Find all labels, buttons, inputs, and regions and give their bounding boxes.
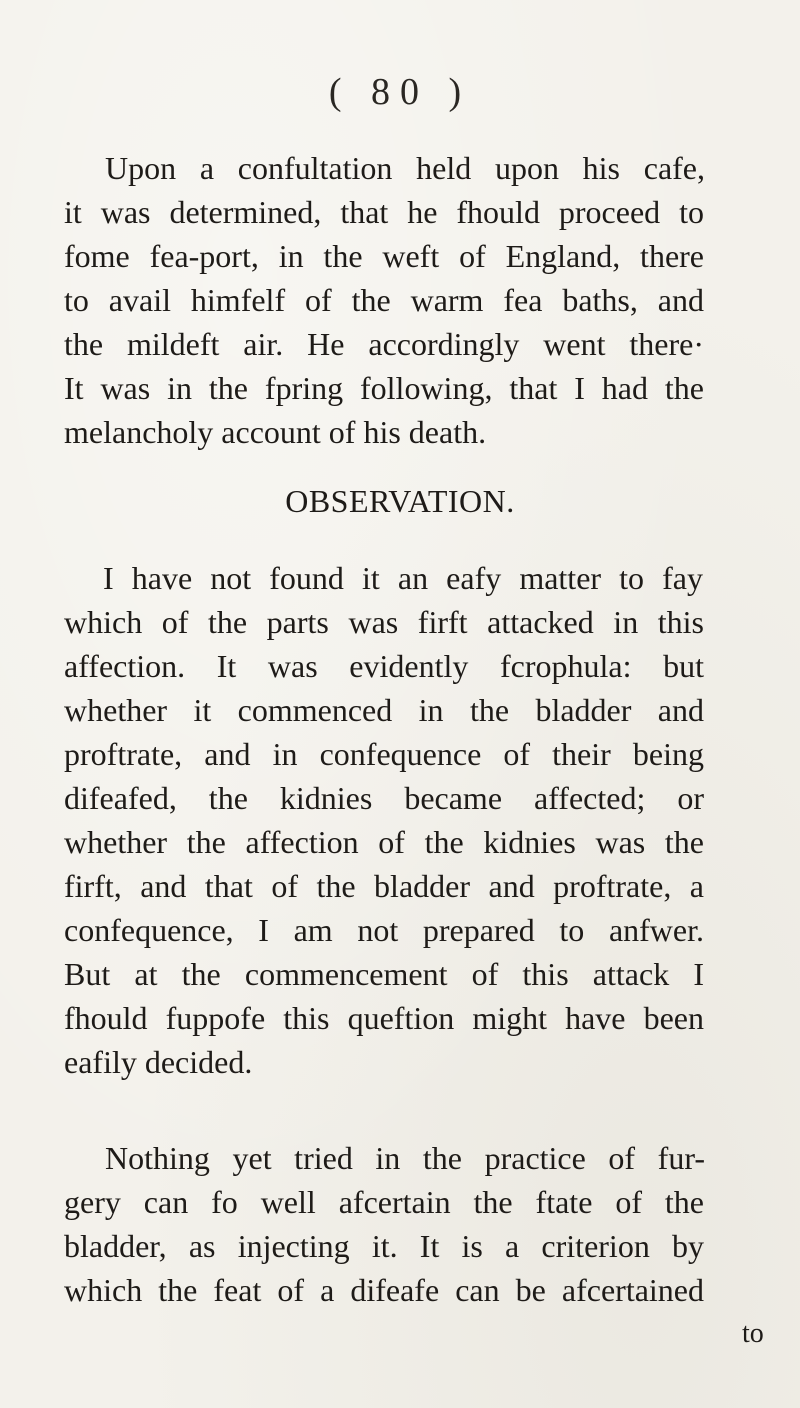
text-line: proftrate, and in confequence of their being [64, 736, 704, 772]
text-line: the mildeft air. He accordingly went there· [64, 326, 704, 362]
page-number: ( 80 ) [328, 71, 472, 113]
text-line: which the feat of a difeafe can be afcertained [64, 1272, 704, 1308]
text-line: firft, and that of the bladder and proftrate, a [64, 868, 704, 904]
text-line: gery can fo well afcertain the ftate of the [64, 1184, 704, 1220]
text-line: eafily decided. [64, 1044, 253, 1080]
text-line: confequence, I am not prepared to anfwer. [64, 912, 704, 948]
text-line: whether the affection of the kidnies was the [64, 824, 704, 860]
text-line: whether it commenced in the bladder and [64, 692, 704, 728]
text-line: fome fea-port, in the weft of England, there [64, 238, 704, 274]
text-line: But at the commencement of this attack I [64, 956, 704, 992]
text-line: which of the parts was firft attacked in this [64, 604, 704, 640]
text-line: It was in the fpring following, that I had the [64, 370, 704, 406]
text-line: difeafed, the kidnies became affected; or [64, 780, 704, 816]
text-line: bladder, as injecting it. It is a criterion by [64, 1228, 704, 1264]
text-line: affection. It was evidently fcrophula: but [64, 648, 704, 684]
text-line: melancholy account of his death. [64, 414, 487, 450]
catchword: to [742, 1318, 764, 1349]
text-line: to avail himfelf of the warm fea baths, and [64, 282, 704, 318]
text-line: fhould fuppofe this queftion might have been [64, 1000, 704, 1036]
text-line: I have not found it an eafy matter to fay [103, 560, 703, 596]
text-line: it was determined, that he fhould proceed to [64, 194, 704, 230]
text-line: Upon a confultation held upon his cafe, [105, 150, 705, 186]
section-heading: OBSERVATION. [285, 483, 515, 519]
text-line: Nothing yet tried in the practice of fur- [105, 1140, 705, 1176]
